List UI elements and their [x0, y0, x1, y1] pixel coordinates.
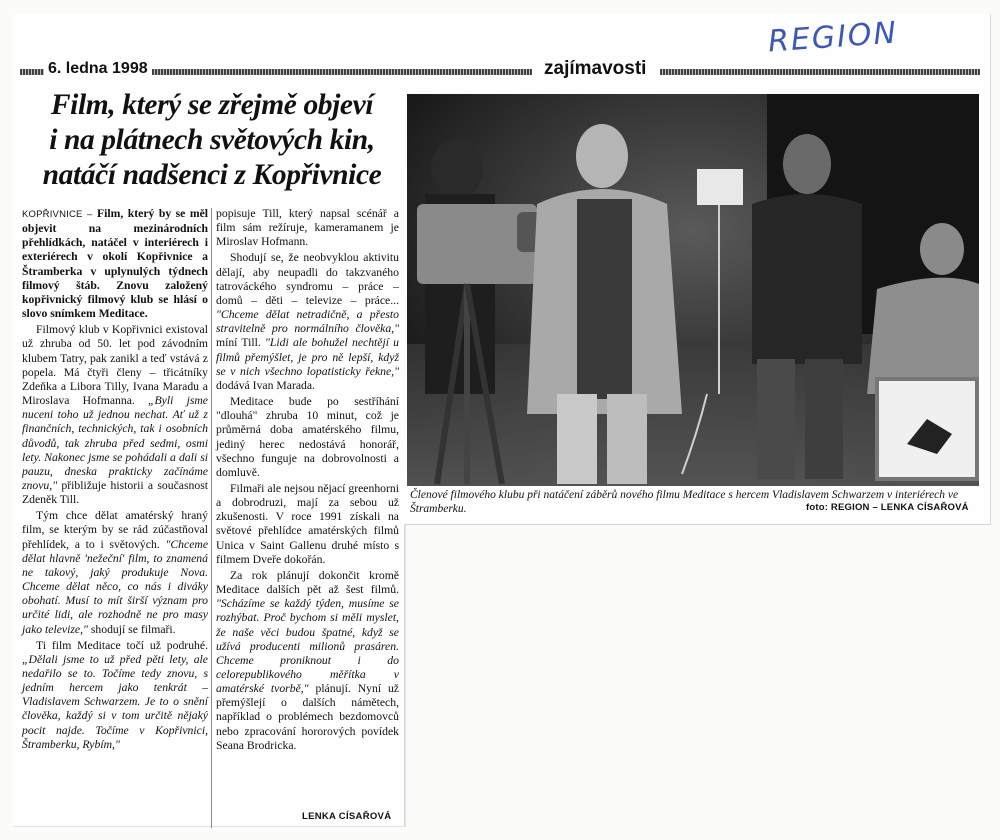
header-rule-right: [660, 69, 980, 75]
paragraph: Meditace bude po sestříhání "dlouhá" zhruba 10 minut, což je průměrná doba amatérského filmu, jediný herec nedostává honorář, všechno funguje na dobrovolnosti a domluvě.: [216, 395, 399, 479]
paragraph: Filmový klub v Kopřivnici existoval už zhruba od 50. let pod závodním klubem Tatry, pak zanikl a teď vstává z popela. Má čtyři členy – třicátníky Zdeňka a Libora Tilly, Ivana Maradu a Miroslava Hofmanna. „Byli jsme nuceni toho už jednou nechat. Ať už z finančních, technických, tak i osobních důvodů, tak zhruba před sedmi, osmi lety. Nakonec jsme se pohádali a dali si pauzu, dneska prakticky začínáme znovu," přibližuje historii a současnost Zdeněk Till.: [22, 323, 209, 507]
headline-line-2: i na plátnech světových kin,: [49, 124, 375, 156]
photo-caption: Členové filmového klubu při natáčení záběrů nového filmu Meditace s hercem Vladislavem Schwarzem v interiérech ve Štramberku.: [410, 489, 959, 515]
paragraph: Tým chce dělat amatérský hraný film, se kterým by se rád zúčastňoval přehlídek, a to i světových. "Chceme dělat hlavně 'nežeční' film, to znamená ne takový, jaký produkuje Nova. Chceme dělat něco, co nás i diváky obohatí. Musí to mít širší význam pro určité lidi, ale rozhodně ne pro masy jako televize," shodují se filmaři.: [22, 509, 209, 636]
column-divider: [211, 208, 212, 828]
paragraph: popisuje Till, který napsal scénář a film sám režíruje, kameramanem je Miroslav Hofmann.: [216, 207, 399, 249]
headline-line-3: natáčí nadšenci z Kopřivnice: [42, 159, 382, 191]
article-photo: [407, 94, 979, 486]
headline-line-1: Film, který se zřejmě objeví: [50, 89, 374, 121]
photo-credit: foto: REGION – LENKA CÍSAŘOVÁ: [806, 502, 969, 513]
article-headline: [22, 88, 402, 193]
handwritten-annotation: REGION: [766, 15, 900, 60]
paragraph: Za rok plánují dokončit kromě Meditace dalších pět až šest filmů. "Scházíme se každý týden, musíme se rozhýbat. Proč bychom si měli myslet, že naše věci budou špatné, když se užívá producenti milionů prasáren. Chceme proniknout i do celorepublikového měřítka v amatérské tvorbě," plánují. Nyní už přemýšlejí o dalších námětech, například o problémech bezdomovců nebo zpracování hororových povídek Seana Brodricka.: [216, 568, 399, 752]
article-column-1: [22, 207, 208, 754]
dateline: KOPŘIVNICE –: [22, 209, 93, 220]
issue-date: 6. ledna 1998: [44, 60, 152, 78]
author-signature: LENKA CÍSAŘOVÁ: [302, 811, 392, 822]
article-column-2: [216, 207, 399, 755]
film-crew-photo: [407, 94, 979, 486]
paragraph: Shodují se, že neobvyklou aktivitu dělají, aby neupadli do takzvaného tatrováckého syndromu – práce – domů – děti – televize – práce... "Chceme dělat netradičně, a přesto stravitelně pro normálního člověka," míní Till. "Lidi ale bohužel nechtějí u filmů přemýšlet, je pro ně lepší, když se v nich všechno lopatisticky řekne," dodává Ivan Marada.: [216, 251, 400, 392]
lead-paragraph: [22, 207, 208, 321]
section-title: zajímavosti: [540, 58, 650, 80]
paragraph: Ti film Meditace točí už podruhé. „Dělali jsme to už před pěti lety, ale nedařilo se to. Točíme tedy znovu, s jedním hercem jako tenkrát – Vladislavem Schwarzem. Je to o snění člověka, každý si v tom určitě nějaký pocit najde. Točíme v Kopřivnici, Štramberku, Rybím,": [22, 638, 208, 751]
lead-text: Film, který by se měl objevit na mezinárodních přehlídkách, natáčel v interiérech i exteriérech v okolí Kopřivnice a Štramberka v uplynulých týdnech filmový štáb. Znovu založený kopřivnický filmový klub se hlásí o slovo snímkem Meditace.: [22, 207, 209, 321]
paragraph: Filmaři ale nejsou nějací greenhorni a dobrodruzi, mají za sebou už zkušenosti. V roce 1991 získali na světové přehlídce amatérských filmů Unica v Saint Gallenu druhé místo s filmem Dveře dokořán.: [216, 481, 399, 566]
